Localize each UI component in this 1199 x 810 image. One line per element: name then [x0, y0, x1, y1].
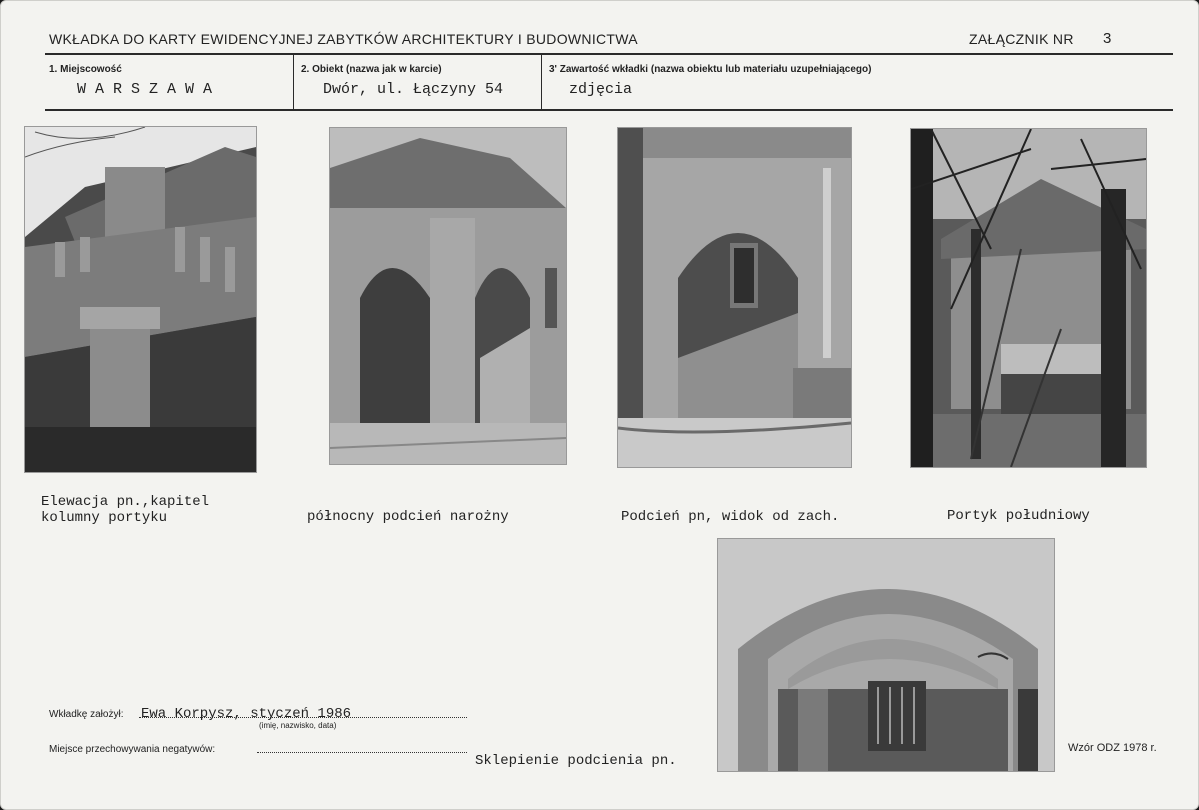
field-divider-2	[541, 55, 542, 109]
founder-label: Wkładkę założył:	[49, 709, 124, 720]
caption-north-corner-arcade: północny podcień narożny	[307, 509, 509, 525]
attachment-label: ZAŁĄCZNIK NR	[969, 31, 1074, 47]
photo-north-corner-arcade	[330, 128, 566, 464]
storage-line	[257, 752, 467, 753]
object-label: 2. Obiekt (nazwa jak w karcie)	[301, 64, 442, 75]
photo-south-portico	[911, 129, 1146, 467]
caption-elevation-capital: Elewacja pn.,kapitel kolumny portyku	[41, 494, 210, 526]
sheet-title: WKŁADKA DO KARTY EWIDENCYJNEJ ZABYTKÓW ARCHITEKTURY I BUDOWNICTWA	[49, 31, 638, 47]
field-divider-1	[293, 55, 294, 109]
founder-hint: (imię, nazwisko, data)	[259, 721, 337, 730]
photo-arcade-vault	[718, 539, 1054, 771]
place-value: W A R S Z A W A	[77, 81, 213, 98]
photo-elevation-capital	[25, 127, 256, 472]
object-value: Dwór, ul. Łączyny 54	[323, 81, 504, 98]
content-value: zdjęcia	[569, 81, 633, 98]
storage-label: Miejsce przechowywania negatywów:	[49, 744, 216, 755]
place-label: 1. Miejscowość	[49, 64, 122, 75]
caption-arcade-vault: Sklepienie podcienia pn.	[475, 753, 677, 769]
form-version: Wzór ODZ 1978 r.	[1068, 742, 1157, 754]
photo-arcade-from-west	[618, 128, 851, 467]
content-label: 3' Zawartość wkładki (nazwa obiektu lub materiału uzupełniającego)	[549, 64, 872, 75]
header-rule-top	[45, 53, 1173, 55]
founder-value: Ewa Korpysz, styczeń 1986	[141, 706, 352, 722]
header-rule-bottom	[45, 109, 1173, 111]
attachment-number: 3	[1103, 30, 1112, 47]
caption-south-portico: Portyk południowy	[947, 508, 1090, 524]
caption-arcade-from-west: Podcień pn, widok od zach.	[621, 509, 840, 525]
